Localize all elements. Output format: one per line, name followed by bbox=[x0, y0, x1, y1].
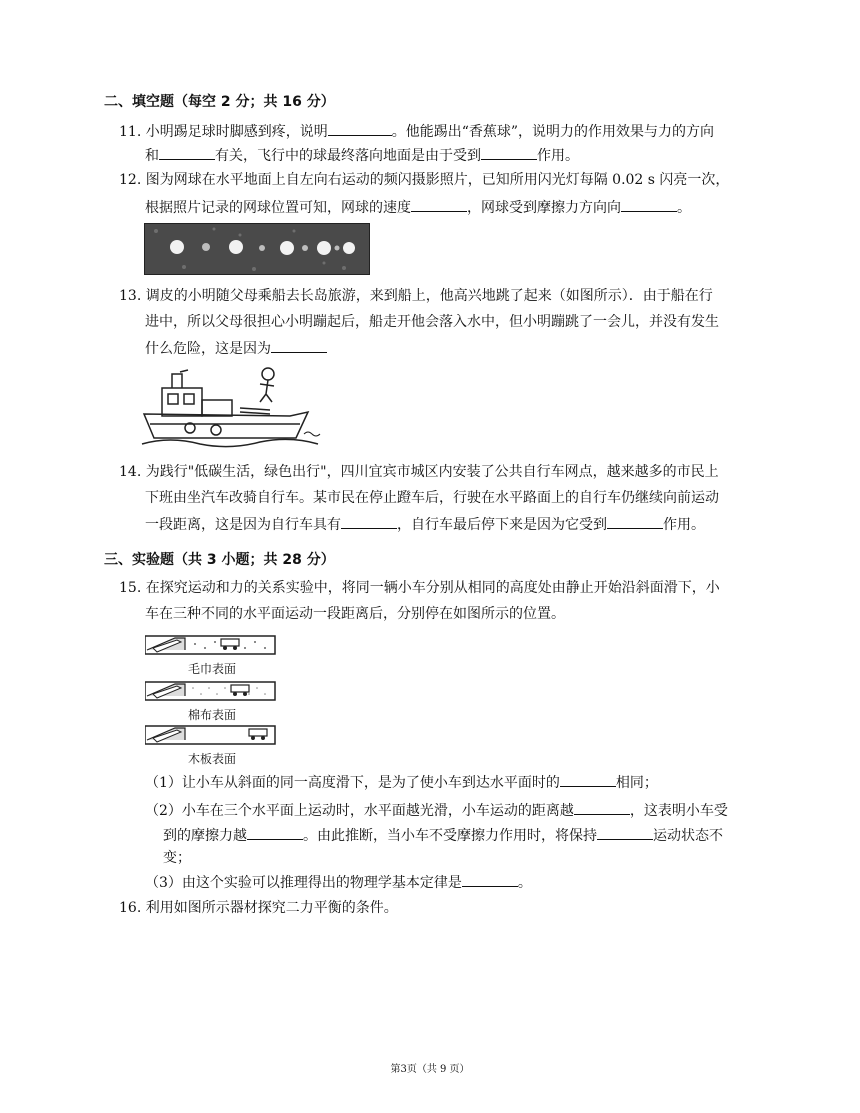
tennis-ball-strobe-photo bbox=[144, 223, 370, 275]
q12-text: 。 bbox=[677, 200, 691, 216]
q15-text: （3）由这个实验可以推理得出的物理学基本定律是 bbox=[145, 875, 462, 891]
answer-blank bbox=[574, 800, 630, 815]
incline-wood-surface-figure bbox=[145, 720, 277, 750]
question-12-line-1: 12. 图为网球在水平地面上自左向右运动的频闪摄影照片，已知所用闪光灯每隔 0.02 s 闪亮一次， bbox=[119, 172, 730, 188]
q15-text: 。由此推断，当小车不受摩擦力作用时，将保持 bbox=[303, 828, 597, 844]
question-16-line-1: 16. 利用如图所示器材探究二力平衡的条件。 bbox=[119, 900, 398, 916]
q14-text: 一段距离，这是因为自行车具有 bbox=[145, 517, 341, 533]
q13-text: 什么危险，这是因为 bbox=[145, 341, 271, 357]
question-15-part-3 bbox=[145, 872, 532, 893]
answer-blank bbox=[341, 514, 397, 529]
question-14-line-1: 14. 为践行"低碳生活，绿色出行"，四川宜宾市城区内安装了公共自行车网点，越来越多的市民上 bbox=[119, 464, 719, 480]
q14-text: 作用。 bbox=[663, 517, 705, 533]
section-heading-experiment: 三、实验题（共 3 小题；共 28 分） bbox=[104, 552, 335, 568]
q15-text: （1）让小车从斜面的同一高度滑下，是为了使小车到达水平面时的 bbox=[145, 775, 560, 791]
cart bbox=[221, 639, 239, 646]
question-15-line-2: 车在三种不同的水平面运动一段距离后，分别停在如图所示的位置。 bbox=[145, 606, 565, 622]
q15-text: （2）小车在三个水平面上运动时，水平面越光滑，小车运动的距离越 bbox=[145, 803, 574, 819]
question-15-part-2-line-3: 变； bbox=[163, 850, 191, 866]
question-13-line-1: 13. 调皮的小明随父母乘船去长岛旅游，来到船上，他高兴地跳了起来（如图所示）．由于船在行 bbox=[119, 288, 713, 304]
ball-position bbox=[229, 240, 243, 254]
q11-text: 和 bbox=[145, 148, 159, 164]
ball-position bbox=[170, 240, 184, 254]
answer-blank bbox=[247, 825, 303, 840]
caption-wood-surface: 木板表面 bbox=[188, 752, 237, 766]
question-15-part-2-line-1 bbox=[145, 800, 728, 821]
answer-blank bbox=[481, 145, 537, 160]
answer-blank bbox=[271, 338, 327, 353]
answer-blank bbox=[411, 197, 467, 212]
question-15-part-1 bbox=[145, 772, 658, 793]
question-13-line-3 bbox=[145, 338, 327, 359]
q15-text: 相同； bbox=[615, 775, 658, 791]
question-14-line-3 bbox=[145, 514, 705, 535]
answer-blank bbox=[597, 825, 653, 840]
q15-text: 到的摩擦力越 bbox=[163, 828, 247, 844]
answer-blank bbox=[462, 872, 518, 887]
ball-position bbox=[343, 242, 355, 254]
question-11-line-1 bbox=[119, 121, 714, 142]
caption-towel-surface: 毛巾表面 bbox=[188, 662, 237, 676]
q15-text: ，这表明小车受 bbox=[629, 803, 728, 819]
q11-text: 作用。 bbox=[537, 148, 579, 164]
answer-blank bbox=[560, 772, 616, 787]
boat-jumping-boy-figure bbox=[140, 366, 330, 452]
q12-text: ，网球受到摩擦力方向向 bbox=[467, 200, 621, 216]
cart bbox=[249, 729, 267, 736]
answer-blank bbox=[621, 197, 677, 212]
question-15-line-1: 15. 在探究运动和力的关系实验中，将同一辆小车分别从相同的高度处由静止开始沿斜面滑下，小 bbox=[119, 580, 720, 596]
question-11-line-2 bbox=[145, 145, 579, 166]
answer-blank bbox=[607, 514, 663, 529]
q15-text: 。 bbox=[517, 875, 532, 891]
section-heading-fill-in: 二、填空题（每空 2 分；共 16 分） bbox=[104, 94, 335, 110]
answer-blank bbox=[159, 145, 215, 160]
q12-text: 根据照片记录的网球位置可知，网球的速度 bbox=[145, 200, 411, 216]
question-14-line-2: 下班由坐汽车改骑自行车。某市民在停止蹬车后，行驶在水平路面上的自行车仍继续向前运动 bbox=[145, 490, 719, 506]
answer-blank bbox=[328, 121, 392, 136]
incline-cotton-surface-figure bbox=[145, 676, 277, 706]
question-15-part-2-line-2 bbox=[163, 825, 723, 846]
cart bbox=[231, 685, 249, 692]
q11-text: 11. 小明踢足球时脚感到疼，说明 bbox=[119, 124, 328, 140]
incline-towel-surface-figure bbox=[145, 630, 277, 660]
q14-text: ，自行车最后停下来是因为它受到 bbox=[397, 517, 607, 533]
q11-text: 。他能踢出“香蕉球”，说明力的作用效果与力的方向 bbox=[391, 124, 715, 140]
caption-cotton-surface: 棉布表面 bbox=[188, 708, 237, 722]
ball-position bbox=[280, 241, 294, 255]
ball-position bbox=[317, 241, 331, 255]
page-footer: 第3页（共 9 页） bbox=[390, 1064, 470, 1075]
question-12-line-2 bbox=[145, 197, 691, 218]
q11-text: 有关，飞行中的球最终落向地面是由于受到 bbox=[215, 148, 481, 164]
question-13-line-2: 进中，所以父母很担心小明蹦起后，船走开他会落入水中，但小明蹦跳了一会儿，并没有发生 bbox=[145, 314, 719, 330]
q15-text: 运动状态不 bbox=[653, 828, 723, 844]
